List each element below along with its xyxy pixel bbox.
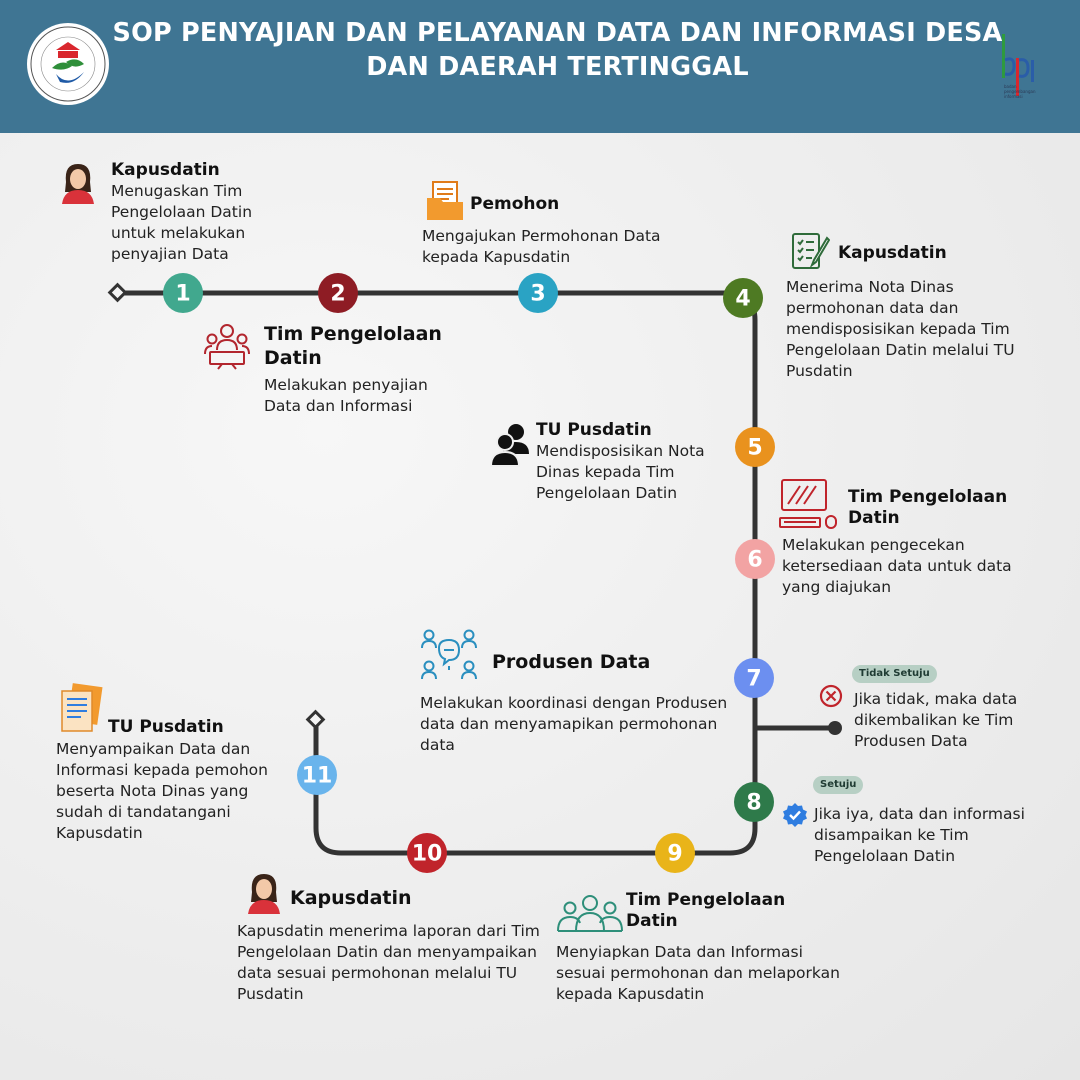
step-6-title: Tim Pengelolaan Datin: [848, 487, 1008, 528]
reject-description: Jika tidak, maka data dikembalikan ke Tim Produsen Data: [854, 690, 1018, 750]
step-3-number: 3: [530, 281, 546, 307]
step-4-description: Menerima Nota Dinas permohonan data dan mendisposisikan kepada Tim Pengelolaan Datin melalui TU Pusdatin: [786, 278, 1015, 380]
step-3-title: Pemohon: [470, 194, 560, 214]
start-diamond: [110, 285, 126, 301]
step-5-number: 5: [747, 435, 763, 461]
step-7-title: Produsen Data: [492, 651, 651, 673]
documents-icon: [58, 683, 104, 735]
step-4-title-block: [838, 243, 1038, 264]
step-11-number: 11: [301, 763, 333, 789]
step-10-number: 10: [411, 841, 443, 867]
x-circle-icon: [819, 684, 843, 708]
step-4-number: 4: [735, 286, 751, 312]
step-2-description: Melakukan penyajian Data dan Informasi: [264, 376, 428, 415]
step-7-title-block: [492, 650, 692, 674]
end-diamond: [308, 712, 324, 728]
step-9-description: Menyiapkan Data dan Informasi sesuai permohonan dan melaporkan kepada Kapusdatin: [556, 943, 840, 1003]
step-9-title-block: [626, 890, 826, 932]
step-10-title: Kapusdatin: [290, 887, 412, 909]
team-icon: [556, 893, 624, 933]
step-7-number: 7: [746, 666, 762, 692]
approve-badge: Setuju: [813, 776, 863, 794]
group-discussion-icon: [420, 628, 478, 684]
step-11-description: Menyampaikan Data dan Informasi kepada pemohon beserta Nota Dinas yang sudah di tandatangani Kapusdatin: [56, 740, 268, 842]
step-9-title: Tim Pengelolaan Datin: [626, 890, 786, 931]
bpi-logo-text: badan pengembangan informasi: [1004, 84, 1036, 99]
step-6-title-block: [848, 487, 1048, 529]
checklist-pen-icon: [790, 230, 830, 272]
step-1-title: Kapusdatin: [111, 160, 220, 180]
step-3-description: Mengajukan Permohonan Data kepada Kapusdatin: [422, 227, 661, 266]
step-6-description: Melakukan pengecekan ketersediaan data untuk data yang diajukan: [782, 536, 1012, 596]
step-8-number: 8: [746, 790, 762, 816]
woman-avatar-icon: [58, 160, 98, 204]
step-5-card: [536, 420, 736, 504]
step-1-card: [111, 160, 311, 265]
page-title-line1: SOP PENYAJIAN DAN PELAYANAN DATA DAN INFORMASI DESA: [112, 18, 1003, 48]
team-presentation-icon: [202, 322, 252, 370]
computer-icon: [776, 478, 840, 530]
step-3-title-block: [470, 194, 620, 215]
step-6-number: 6: [747, 547, 763, 573]
page-title-line2: DAN DAERAH TERTINGGAL: [366, 52, 749, 82]
step-10-title-block: [290, 886, 490, 910]
branch-end-dot: [828, 721, 842, 735]
step-4-title: Kapusdatin: [838, 243, 947, 263]
woman-avatar-icon: [244, 870, 284, 914]
step-2-card: [264, 322, 464, 417]
step-5-title: TU Pusdatin: [536, 420, 652, 440]
step-9-number: 9: [667, 841, 683, 867]
folder-document-icon: [425, 180, 465, 222]
verified-check-icon: [782, 802, 808, 828]
step-10-description: Kapusdatin menerima laporan dari Tim Pengelolaan Datin dan menyampaikan data sesuai permohonan melalui TU Pusdatin: [237, 922, 540, 1003]
step-11-title-block: [108, 717, 268, 738]
reject-badge: Tidak Setuju: [852, 665, 937, 683]
step-2-title: Tim Pengelolaan Datin: [264, 323, 442, 369]
step-11-title: TU Pusdatin: [108, 717, 224, 737]
step-1-description: Menugaskan Tim Pengelolaan Datin untuk melakukan penyajian Data: [111, 182, 253, 263]
step-2-number: 2: [330, 281, 346, 307]
step-7-description: Melakukan koordinasi dengan Produsen data dan menyamapikan permohonan data: [420, 694, 728, 754]
step-5-description: Mendisposisikan Nota Dinas kepada Tim Pengelolaan Datin: [536, 442, 705, 502]
approve-description: Jika iya, data dan informasi disampaikan ke Tim Pengelolaan Datin: [814, 805, 1025, 865]
step-1-number: 1: [175, 281, 191, 307]
users-icon: [490, 422, 532, 468]
